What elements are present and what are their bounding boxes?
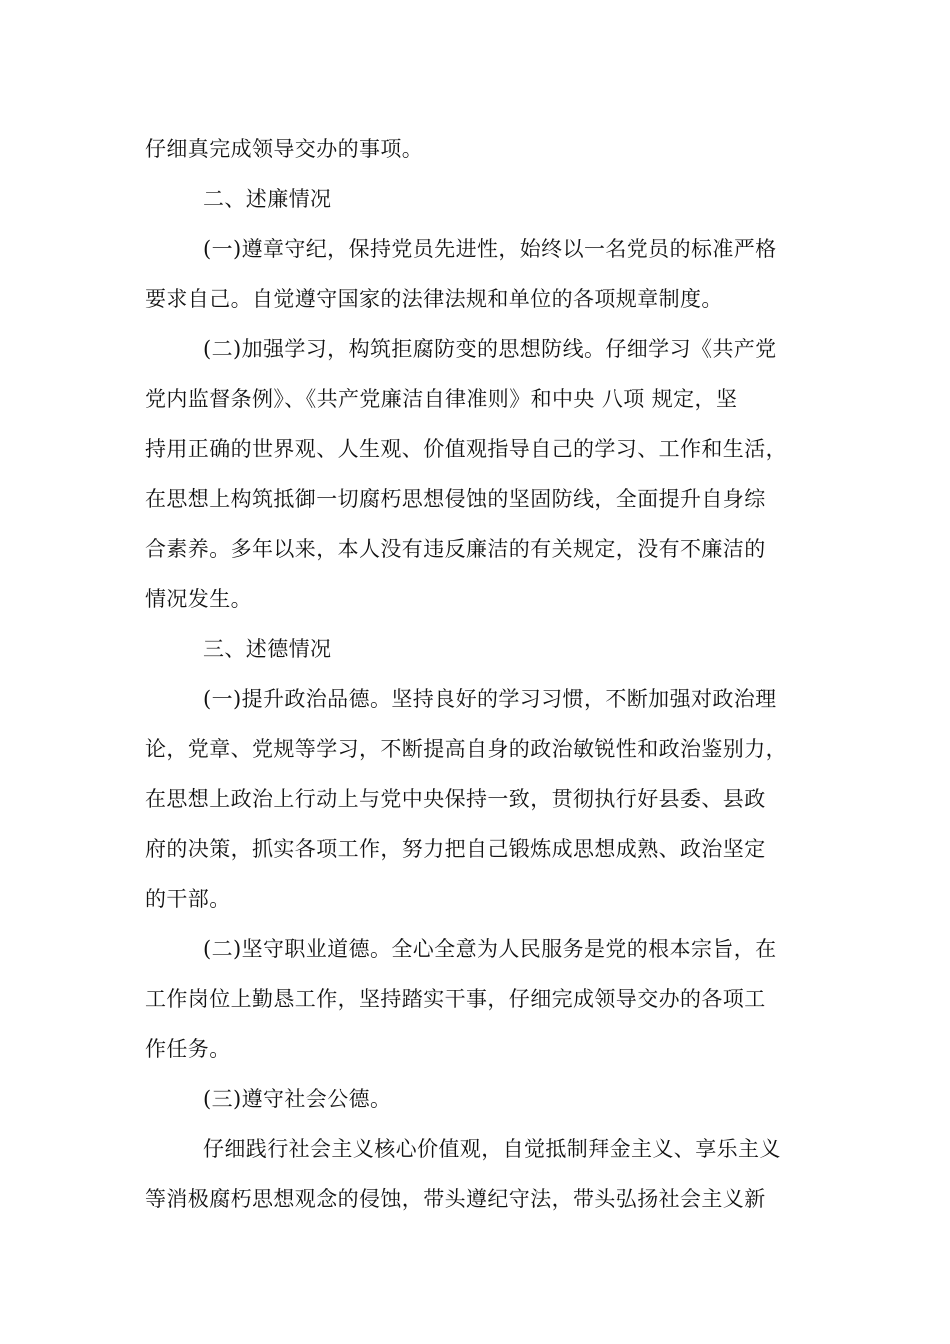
text-line: 在思想上政治上行动上与党中央保持一致，贯彻执行好县委、县政 xyxy=(145,787,766,811)
text-line: 仔细真完成领导交办的事项。 xyxy=(145,137,424,161)
text-line: 论，党章、党规等学习，不断提高自身的政治敏锐性和政治鉴别力， xyxy=(145,737,787,761)
text-line: 持用正确的世界观、人生观、价值观指导自己的学习、工作和生活， xyxy=(145,437,787,461)
text-line: 情况发生。 xyxy=(145,587,252,611)
text-line: 在思想上构筑抵御一切腐朽思想侵蚀的坚固防线，全面提升自身综 xyxy=(145,487,766,511)
text-line: 合素养。多年以来，本人没有违反廉洁的有关规定，没有不廉洁的 xyxy=(145,537,766,561)
text-line: 府的决策，抓实各项工作，努力把自己锻炼成思想成熟、政治坚定 xyxy=(145,837,766,861)
text-line: 的干部。 xyxy=(145,887,231,911)
section-heading: 二、述廉情况 xyxy=(203,187,332,211)
text-line: 党内监督条例》、《共产党廉洁自律准则》和中央 八项 规定，坚 xyxy=(145,387,738,411)
text-line: (三)遵守社会公德。 xyxy=(203,1087,392,1111)
section-heading: 三、述德情况 xyxy=(203,637,332,661)
text-line: 要求自己。自觉遵守国家的法律法规和单位的各项规章制度。 xyxy=(145,287,723,311)
text-line: (二)坚守职业道德。全心全意为人民服务是党的根本宗旨，在 xyxy=(203,937,777,961)
text-line: (一)提升政治品德。坚持良好的学习习惯，不断加强对政治理 xyxy=(203,687,777,711)
text-line: 仔细践行社会主义核心价值观，自觉抵制拜金主义、享乐主义 xyxy=(203,1137,781,1161)
text-line: (二)加强学习，构筑拒腐防变的思想防线。仔细学习《共产党 xyxy=(203,337,777,361)
text-line: (一)遵章守纪，保持党员先进性，始终以一名党员的标准严格 xyxy=(203,237,777,261)
text-line: 工作岗位上勤恳工作，坚持踏实干事，仔细完成领导交办的各项工 xyxy=(145,987,766,1011)
text-line: 等消极腐朽思想观念的侵蚀，带头遵纪守法，带头弘扬社会主义新 xyxy=(145,1187,766,1211)
text-line: 作任务。 xyxy=(145,1037,231,1061)
